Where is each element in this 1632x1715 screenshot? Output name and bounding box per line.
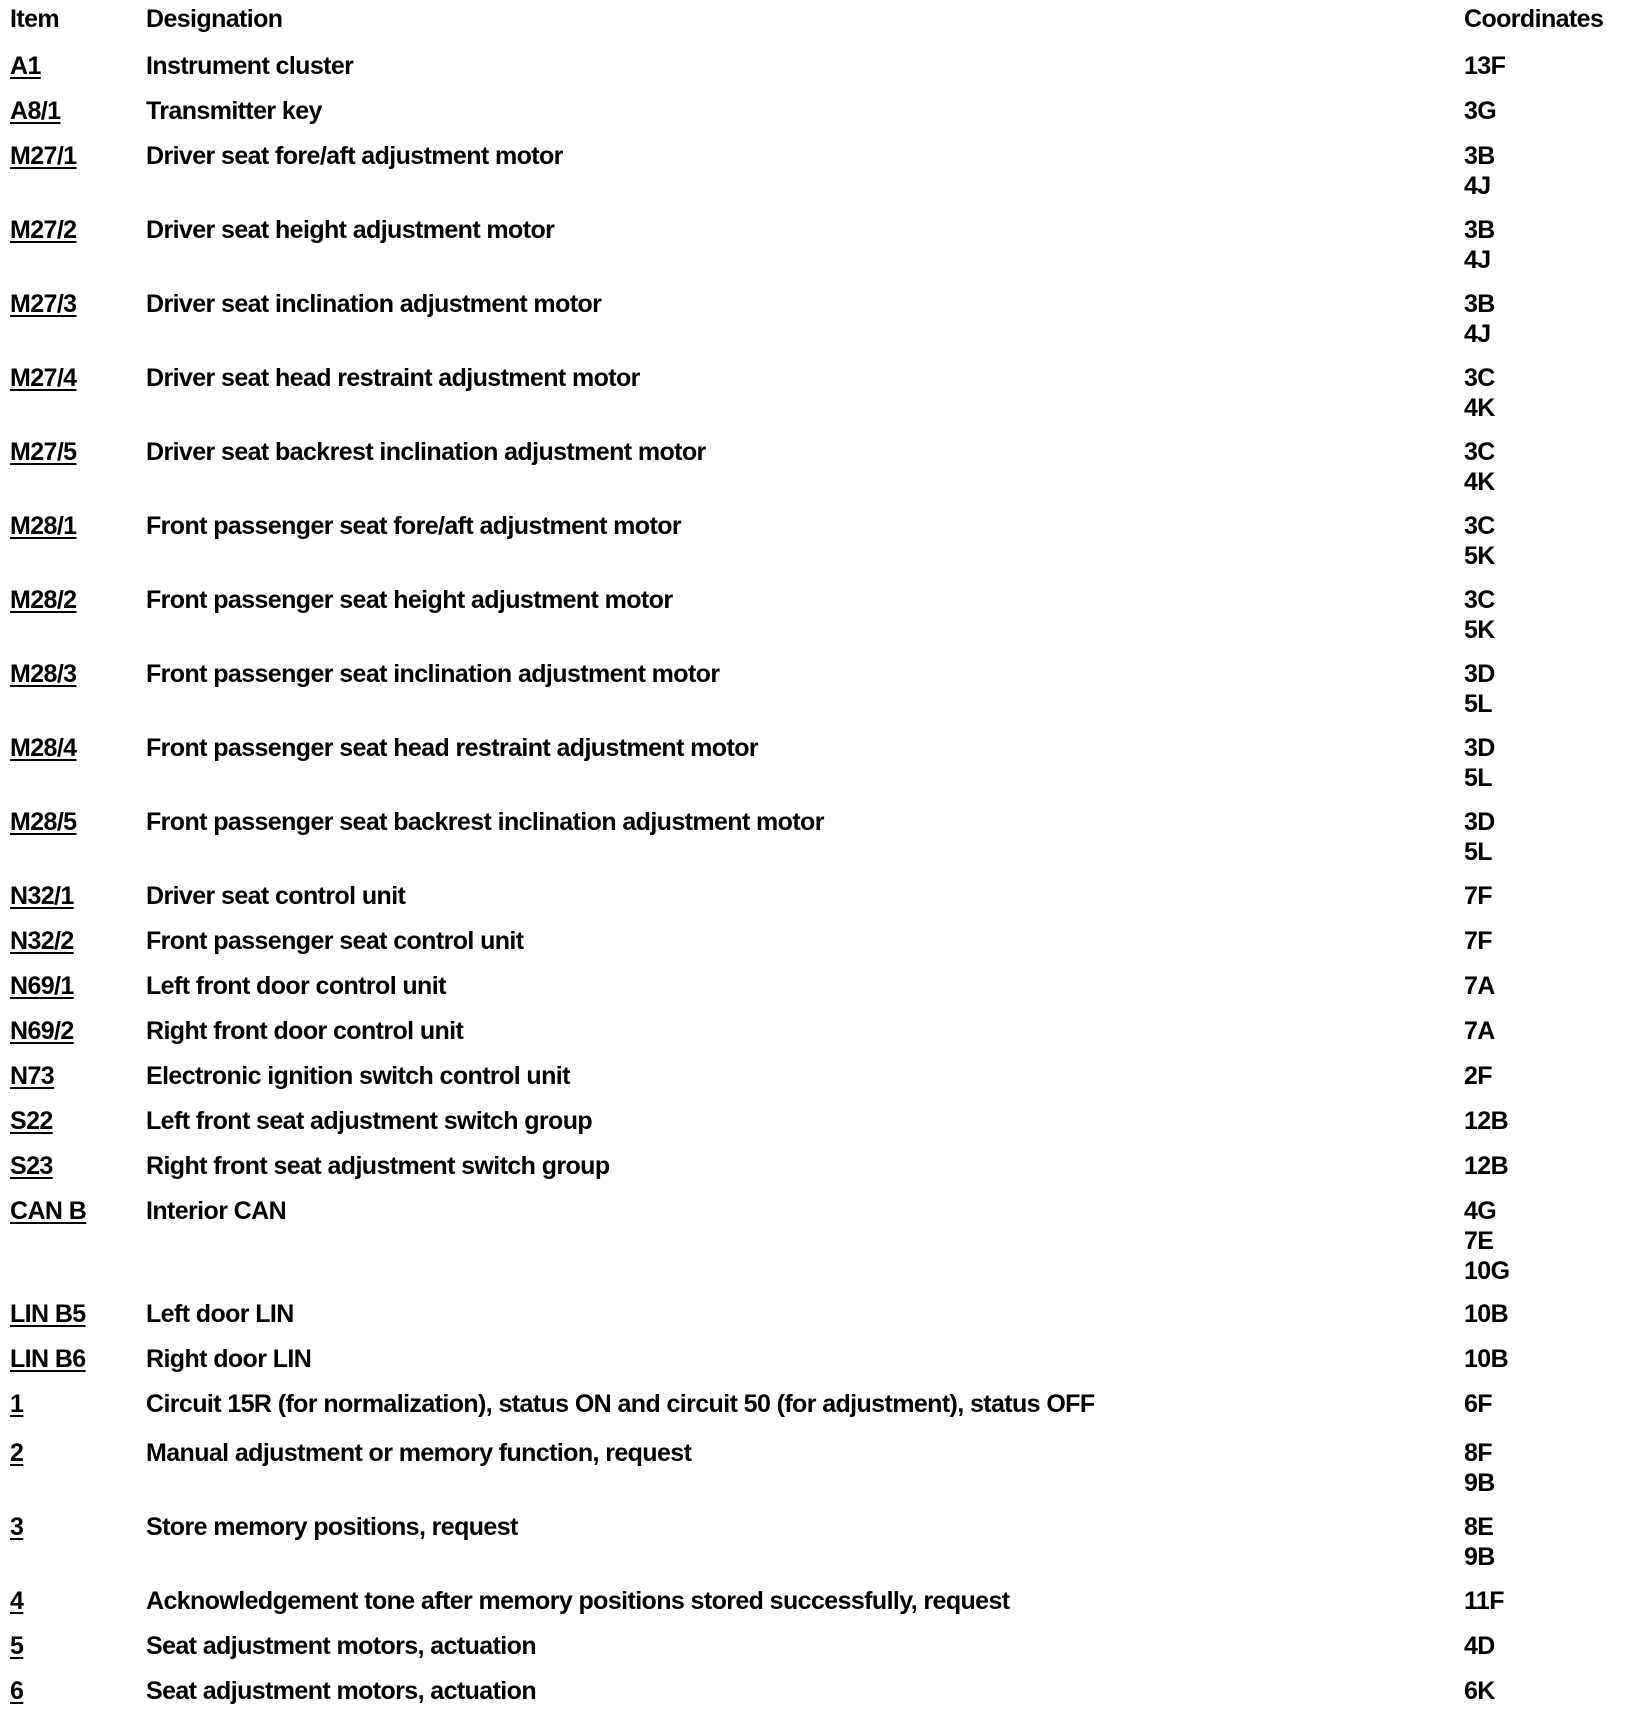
coordinates	[1464, 1625, 1495, 1661]
item-link[interactable]: M28/5	[10, 808, 77, 836]
designation: Seat adjustment motors, actuation	[146, 1632, 536, 1660]
coordinate: 5K	[1464, 542, 1495, 570]
coordinate: 4K	[1464, 468, 1495, 496]
coordinates	[1464, 209, 1495, 275]
coordinates	[1464, 1190, 1509, 1286]
table-row	[10, 1145, 1610, 1190]
table-row	[10, 1625, 1610, 1670]
designation: Manual adjustment or memory function, request	[146, 1439, 692, 1467]
item-link[interactable]: LIN B5	[10, 1300, 86, 1328]
item-link[interactable]: M27/5	[10, 438, 77, 466]
coordinate: 2F	[1464, 1062, 1492, 1090]
table-row	[10, 1055, 1610, 1100]
coordinate: 9B	[1464, 1543, 1495, 1571]
coordinates	[1464, 1145, 1508, 1181]
designation: Interior CAN	[146, 1197, 287, 1225]
coordinate: 3B	[1464, 290, 1495, 318]
designation: Front passenger seat backrest inclination adjustment motor	[146, 808, 824, 836]
designation: Driver seat fore/aft adjustment motor	[146, 142, 563, 170]
designation: Driver seat height adjustment motor	[146, 216, 555, 244]
coordinates	[1464, 801, 1495, 867]
coordinates	[1464, 727, 1495, 793]
table-row	[10, 1338, 1610, 1383]
coordinate: 5L	[1464, 764, 1492, 792]
designation: Front passenger seat inclination adjustment motor	[146, 660, 720, 688]
coordinate: 3G	[1464, 97, 1497, 125]
designation: Transmitter key	[146, 97, 322, 125]
item-link[interactable]: 1	[10, 1390, 24, 1418]
table-row	[10, 1432, 1610, 1506]
item-link[interactable]: N69/1	[10, 972, 74, 1000]
header-item: Item	[10, 5, 60, 33]
table-row	[10, 920, 1610, 965]
coordinate: 7E	[1464, 1227, 1494, 1255]
coordinate: 10B	[1464, 1300, 1509, 1328]
coordinate: 3C	[1464, 586, 1495, 614]
coordinates	[1464, 90, 1496, 126]
designation: Right front door control unit	[146, 1017, 464, 1045]
table-row	[10, 965, 1610, 1010]
coordinate: 6K	[1464, 1677, 1495, 1705]
coordinate: 12B	[1464, 1107, 1509, 1135]
header-coordinates: Coordinates	[1464, 5, 1604, 33]
coordinates	[1464, 1432, 1495, 1498]
designation: Driver seat backrest inclination adjustment motor	[146, 438, 706, 466]
table-row	[10, 135, 1610, 209]
designation: Front passenger seat height adjustment motor	[146, 586, 673, 614]
coordinate: 8E	[1464, 1513, 1494, 1541]
table-row	[10, 579, 1610, 653]
coordinate: 5L	[1464, 690, 1492, 718]
designation: Right door LIN	[146, 1345, 312, 1373]
coordinates	[1464, 965, 1495, 1001]
legend-table	[10, 0, 1610, 1715]
coordinate: 5K	[1464, 616, 1495, 644]
header-designation: Designation	[146, 5, 283, 33]
coordinates	[1464, 920, 1492, 956]
item-link[interactable]: LIN B6	[10, 1345, 86, 1373]
coordinates	[1464, 1100, 1508, 1136]
designation: Left front seat adjustment switch group	[146, 1107, 593, 1135]
item-link[interactable]: M27/1	[10, 142, 77, 170]
table-row	[10, 1383, 1610, 1432]
item-link[interactable]: M27/2	[10, 216, 77, 244]
item-link[interactable]: N73	[10, 1062, 55, 1090]
designation: Front passenger seat fore/aft adjustment motor	[146, 512, 681, 540]
table-row	[10, 45, 1610, 90]
coordinate: 5L	[1464, 838, 1492, 866]
coordinates	[1464, 431, 1495, 497]
item-link[interactable]: N69/2	[10, 1017, 74, 1045]
coordinates	[1464, 505, 1495, 571]
designation: Front passenger seat control unit	[146, 927, 524, 955]
item-link[interactable]: 4	[10, 1587, 24, 1615]
item-link[interactable]: A1	[10, 52, 41, 80]
table-row	[10, 1670, 1610, 1715]
coordinate: 10G	[1464, 1257, 1510, 1285]
coordinate: 6F	[1464, 1390, 1492, 1418]
item-link[interactable]: N32/1	[10, 882, 74, 910]
table-header	[10, 0, 1610, 45]
designation: Front passenger seat head restraint adjustment motor	[146, 734, 759, 762]
table-row	[10, 505, 1610, 579]
item-link[interactable]: N32/2	[10, 927, 74, 955]
item-link[interactable]: M28/2	[10, 586, 77, 614]
coordinates	[1464, 1055, 1492, 1091]
coordinate: 3B	[1464, 142, 1495, 170]
table-row	[10, 1293, 1610, 1338]
coordinate: 3C	[1464, 512, 1495, 540]
coordinate: 3D	[1464, 734, 1495, 762]
item-link[interactable]: CAN B	[10, 1197, 87, 1225]
table-row	[10, 875, 1610, 920]
coordinate: 4G	[1464, 1197, 1497, 1225]
coordinates	[1464, 1383, 1492, 1419]
coordinate: 3D	[1464, 660, 1495, 688]
item-link[interactable]: 2	[10, 1439, 24, 1467]
coordinate: 7A	[1464, 1017, 1495, 1045]
designation: Store memory positions, request	[146, 1513, 518, 1541]
coordinates	[1464, 1506, 1495, 1572]
item-link[interactable]: A8/1	[10, 97, 61, 125]
coordinate: 13F	[1464, 52, 1506, 80]
item-link[interactable]: S23	[10, 1152, 53, 1180]
table-row	[10, 801, 1610, 875]
coordinates	[1464, 1010, 1495, 1046]
table-row	[10, 1190, 1610, 1293]
coordinates	[1464, 653, 1495, 719]
coordinate: 10B	[1464, 1345, 1509, 1373]
item-link[interactable]: M27/3	[10, 290, 77, 318]
coordinate: 12B	[1464, 1152, 1509, 1180]
coordinate: 4J	[1464, 320, 1491, 348]
coordinate: 7F	[1464, 927, 1492, 955]
table-row	[10, 1010, 1610, 1055]
designation: Left front door control unit	[146, 972, 446, 1000]
coordinate: 3B	[1464, 216, 1495, 244]
coordinates	[1464, 1580, 1504, 1616]
coordinates	[1464, 1670, 1495, 1706]
designation: Circuit 15R (for normalization), status ON and circuit 50 (for adjustment), status OFF	[146, 1390, 1095, 1418]
designation: Driver seat head restraint adjustment motor	[146, 364, 640, 392]
coordinate: 3D	[1464, 808, 1495, 836]
table-row	[10, 1506, 1610, 1580]
designation: Left door LIN	[146, 1300, 294, 1328]
table-row	[10, 357, 1610, 431]
coordinates	[1464, 1293, 1508, 1329]
item-link[interactable]: M28/1	[10, 512, 77, 540]
table-row	[10, 1100, 1610, 1145]
table-row	[10, 90, 1610, 135]
coordinate: 8F	[1464, 1439, 1492, 1467]
coordinate: 7F	[1464, 882, 1492, 910]
table-row	[10, 209, 1610, 283]
coordinates	[1464, 135, 1495, 201]
designation: Seat adjustment motors, actuation	[146, 1677, 536, 1705]
coordinate: 4J	[1464, 246, 1491, 274]
coordinates	[1464, 579, 1495, 645]
coordinate: 3C	[1464, 364, 1495, 392]
coordinate: 3C	[1464, 438, 1495, 466]
table-row	[10, 283, 1610, 357]
coordinate: 4K	[1464, 394, 1495, 422]
coordinates	[1464, 1338, 1508, 1374]
coordinate: 11F	[1464, 1587, 1504, 1615]
coordinates	[1464, 283, 1495, 349]
item-link[interactable]: S22	[10, 1107, 53, 1135]
coordinate: 9B	[1464, 1469, 1495, 1497]
item-link[interactable]: 3	[10, 1513, 24, 1541]
item-link[interactable]: 6	[10, 1677, 24, 1705]
coordinate: 7A	[1464, 972, 1495, 1000]
coordinates	[1464, 357, 1495, 423]
table-row	[10, 1580, 1610, 1625]
item-link[interactable]: M28/4	[10, 734, 77, 762]
designation: Right front seat adjustment switch group	[146, 1152, 610, 1180]
designation: Driver seat inclination adjustment motor	[146, 290, 602, 318]
coordinates	[1464, 875, 1492, 911]
coordinate: 4D	[1464, 1632, 1495, 1660]
coordinate: 4J	[1464, 172, 1491, 200]
table-row	[10, 653, 1610, 727]
item-link[interactable]: M27/4	[10, 364, 77, 392]
designation: Instrument cluster	[146, 52, 354, 80]
designation: Electronic ignition switch control unit	[146, 1062, 570, 1090]
designation: Acknowledgement tone after memory positions stored successfully, request	[146, 1587, 1010, 1615]
table-row	[10, 727, 1610, 801]
item-link[interactable]: M28/3	[10, 660, 77, 688]
designation: Driver seat control unit	[146, 882, 406, 910]
item-link[interactable]: 5	[10, 1632, 24, 1660]
coordinates	[1464, 45, 1505, 81]
table-row	[10, 431, 1610, 505]
